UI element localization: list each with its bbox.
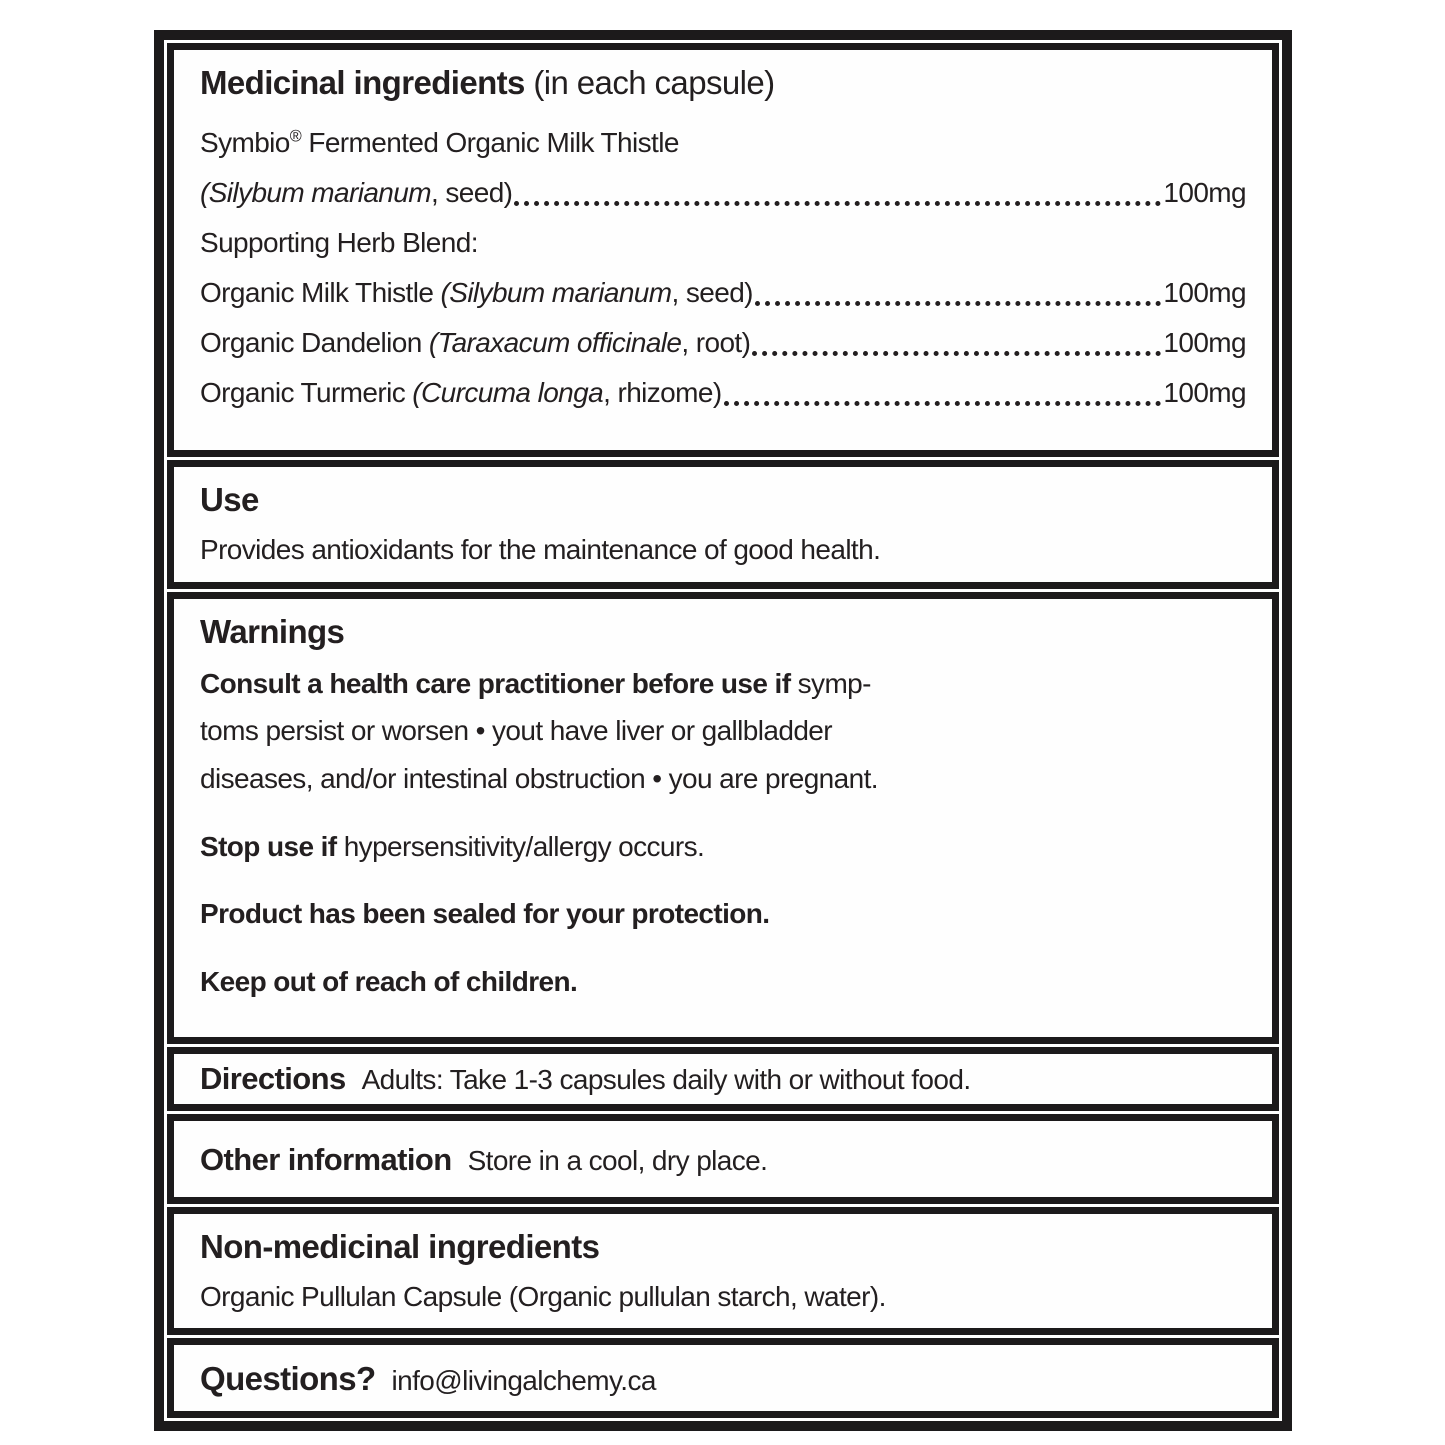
ingredient-line <box>200 111 1246 167</box>
directions-heading: Directions <box>200 1060 346 1096</box>
directions-body: Adults: Take 1-3 capsules daily with or without food. <box>361 1063 971 1095</box>
other-information-heading: Other information <box>200 1141 452 1177</box>
text-segment: (Silybum marianum <box>440 276 672 308</box>
ingredient-amount: 100mg <box>1163 276 1246 308</box>
text-segment: Consult a health care practitioner before use if <box>200 667 798 699</box>
medicinal-heading-suffix: (in each capsule) <box>524 64 775 101</box>
text-segment: Fermented Organic Milk Thistle <box>301 126 679 158</box>
text-segment: , seed) <box>671 276 753 308</box>
ingredient-amount: 100mg <box>1163 326 1246 358</box>
questions-heading: Questions? <box>200 1360 376 1398</box>
text-segment: diseases, and/or intestinal obstruction • you are pregnant. <box>200 763 878 795</box>
warnings-paragraph-stop-use <box>200 823 1246 871</box>
dot-leader <box>514 201 1161 206</box>
text-segment: Symbio <box>200 126 290 158</box>
text-segment: Organic Dandelion <box>200 326 429 358</box>
ingredient-name <box>200 227 478 258</box>
directions-section <box>167 1047 1279 1111</box>
directions-row <box>200 1061 1246 1097</box>
warnings-paragraph-sealed <box>200 890 1246 938</box>
ingredient-name <box>200 127 679 158</box>
text-segment: , seed) <box>430 176 513 208</box>
ingredient-list <box>200 111 1246 417</box>
text-segment: Product has been sealed for your protection. <box>200 898 770 930</box>
text-segment: (Curcuma longa <box>412 376 604 408</box>
text-segment: toms persist or worsen • yout have liver or gallbladder <box>200 715 832 747</box>
questions-email: info@livingalchemy.ca <box>391 1365 656 1397</box>
use-heading: Use <box>200 481 259 518</box>
non-medicinal-ingredients-section <box>167 1207 1279 1336</box>
other-information-section <box>167 1114 1279 1204</box>
dot-leader <box>752 351 1161 356</box>
ingredient-amount: 100mg <box>1163 176 1246 208</box>
text-segment: (Silybum marianum <box>200 176 431 208</box>
medicinal-heading-bold: Medicinal ingredients <box>200 64 525 101</box>
non-medicinal-heading: Non-medicinal ingredients <box>200 1227 600 1265</box>
ingredient-row <box>200 318 1246 368</box>
other-information-row <box>200 1142 1246 1178</box>
text-segment: , rhizome) <box>603 376 722 408</box>
ingredient-name <box>200 168 512 218</box>
ingredient-amount: 100mg <box>1163 376 1246 408</box>
dot-leader <box>724 401 1162 406</box>
text-segment: Organic Milk Thistle <box>200 276 441 308</box>
text-segment: ® <box>289 127 302 146</box>
questions-row <box>200 1360 1246 1398</box>
ingredient-line <box>200 218 1246 268</box>
use-section <box>167 460 1279 589</box>
warnings-section <box>167 592 1279 1044</box>
text-segment: symp- <box>797 667 871 699</box>
medicinal-ingredients-section <box>167 43 1279 457</box>
ingredient-name <box>200 368 722 418</box>
other-information-body: Store in a cool, dry place. <box>467 1144 768 1176</box>
warnings-paragraph-children <box>200 958 1246 1006</box>
text-segment: Supporting Herb Blend: <box>200 226 478 258</box>
warnings-paragraph-consult <box>200 660 1246 803</box>
text-segment: Keep out of reach of children. <box>200 965 578 997</box>
ingredient-name <box>200 318 750 368</box>
text-segment: Stop use if <box>200 830 344 862</box>
warnings-heading: Warnings <box>200 612 345 650</box>
ingredient-name <box>200 268 753 318</box>
ingredient-row <box>200 168 1246 218</box>
ingredient-row <box>200 268 1246 318</box>
questions-section <box>167 1338 1279 1418</box>
dot-leader <box>755 301 1161 306</box>
text-segment: hypersensitivity/allergy occurs. <box>343 830 705 862</box>
text-segment: Organic Turmeric <box>200 376 413 408</box>
medicinal-ingredients-heading <box>200 62 1246 103</box>
use-body: Provides antioxidants for the maintenance of good health. <box>200 534 881 566</box>
ingredient-row <box>200 368 1246 418</box>
supplement-facts-label <box>154 30 1292 1431</box>
non-medicinal-body: Organic Pullulan Capsule (Organic pullulan starch, water). <box>200 1280 886 1312</box>
text-segment: (Taraxacum officinale <box>428 326 682 358</box>
text-segment: , root) <box>681 326 751 358</box>
